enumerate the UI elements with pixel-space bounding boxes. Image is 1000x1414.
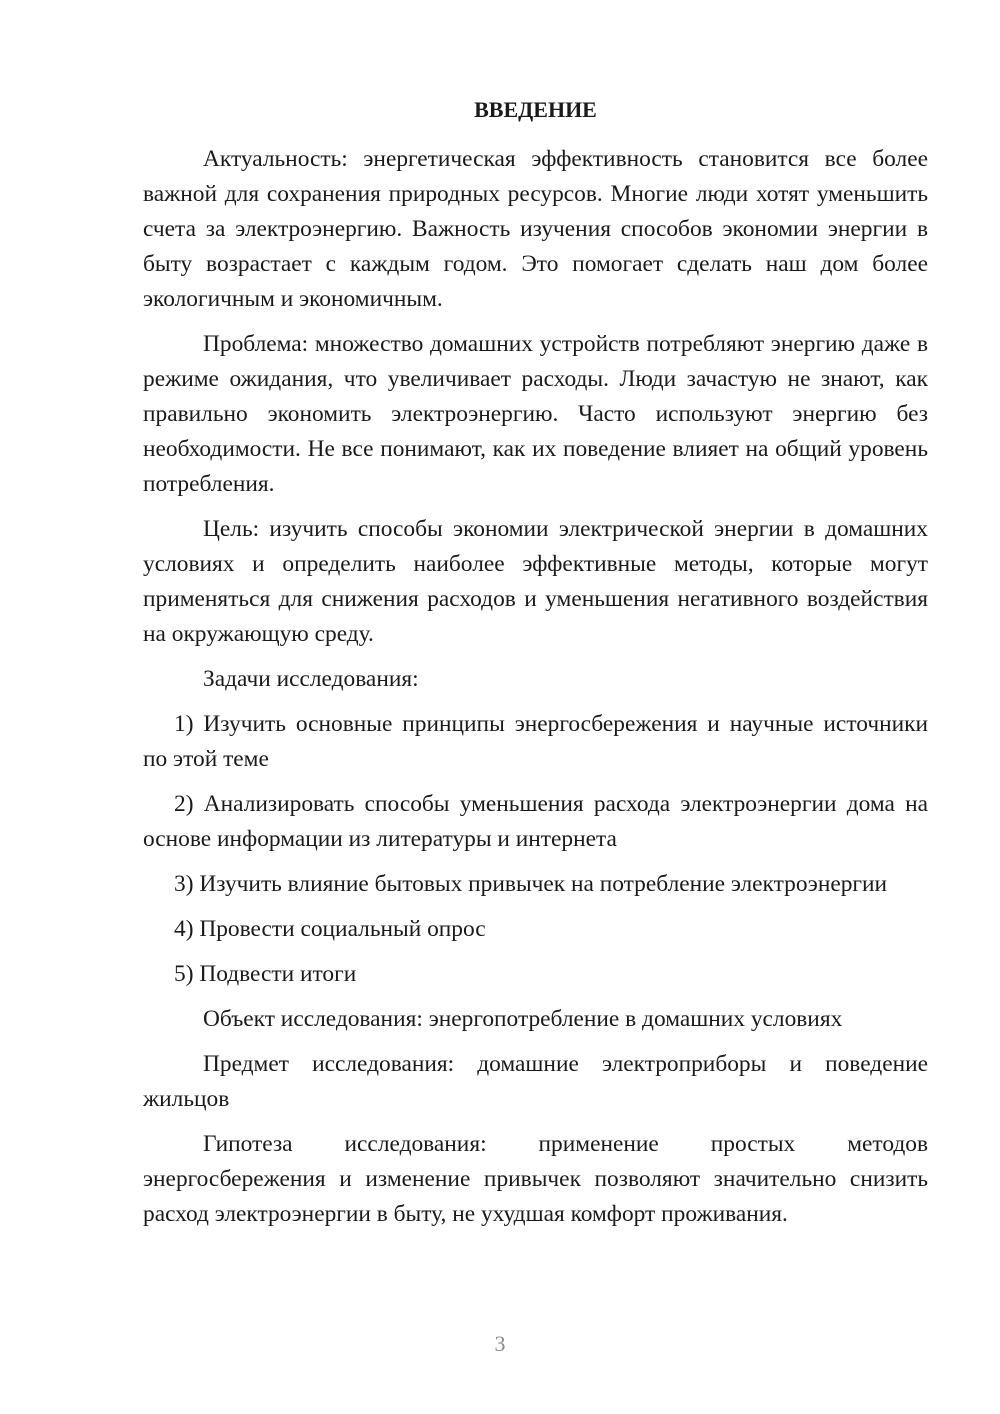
task-item-3: 3) Изучить влияние бытовых привычек на потребление электроэнергии [174,871,888,897]
problem-paragraph: Проблема: множество домашних устройств потребляют энергию даже в режиме ожидания, что увеличивает расходы. Люди зачастую не знают, как правильно экономить электроэнергию. Часто используют энергию без необходимости. Не все понимают, как их поведение влияет на общий уровень потребления. [143,331,928,497]
relevance-paragraph: Актуальность: энергетическая эффективность становится все более важной для сохранения природных ресурсов. Многие люди хотят уменьшить счета за электроэнергию. Важность изучения способов экономии энергии в быту возрастает с каждым годом. Это помогает сделать наш дом более экологичным и экономичным. [143,146,928,312]
task-item-2: 2) Анализировать способы уменьшения расхода электроэнергии дома на основе информации из литературы и интернета [143,791,928,852]
tasks-heading: Задачи исследования: [203,666,419,692]
page-number: 3 [494,1331,506,1356]
object-paragraph: Объект исследования: энергопотребление в домашних условиях [203,1006,843,1032]
task-item-1: 1) Изучить основные принципы энергосбережения и научные источники по этой теме [143,711,928,772]
page-title: ВВЕДЕНИЕ [474,97,597,122]
task-item-5: 5) Подвести итоги [174,961,357,987]
subject-paragraph: Предмет исследования: домашние электроприборы и поведение жильцов [143,1051,928,1112]
hypothesis-paragraph: Гипотеза исследования: применение простых методов энергосбережения и изменение привычек позволяют значительно снизить расход электроэнергии в быту, не ухудшая комфорт проживания. [143,1131,928,1227]
document-page [143,92,928,1242]
goal-paragraph: Цель: изучить способы экономии электрической энергии в домашних условиях и определить наиболее эффективные методы, которые могут применяться для снижения расходов и уменьшения негативного воздействия на окружающую среду. [143,516,928,647]
task-item-4: 4) Провести социальный опрос [174,916,486,942]
